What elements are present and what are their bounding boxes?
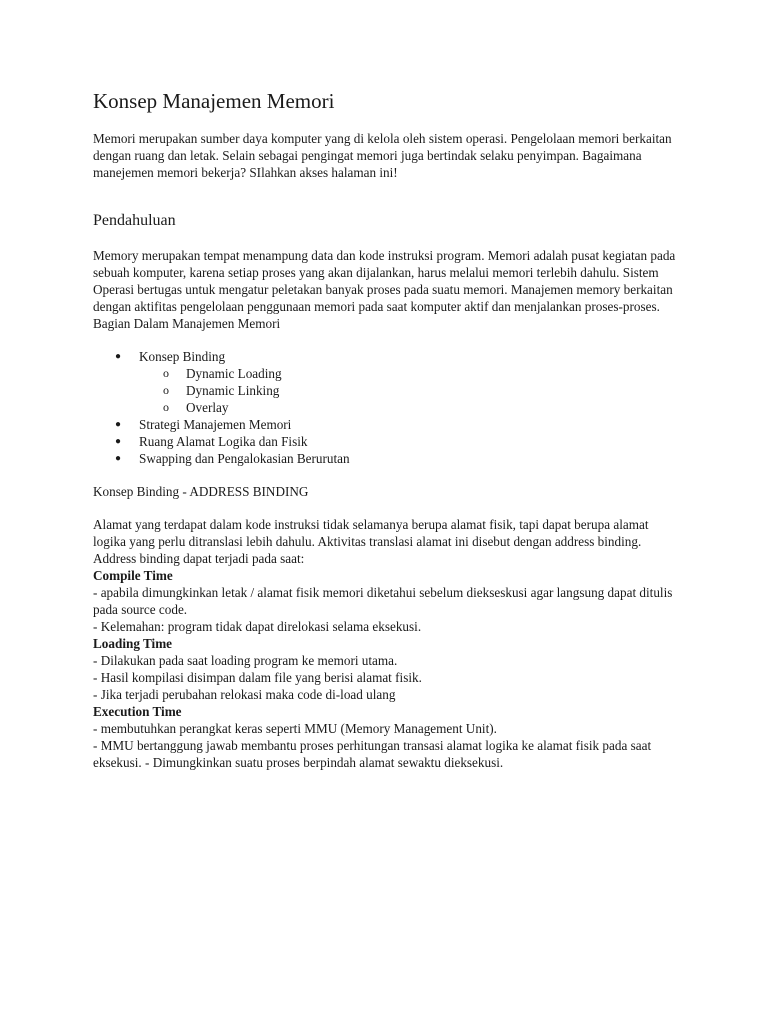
execution-line: - membutuhkan perangkat keras seperti MMU (Memory Management Unit). xyxy=(93,721,497,736)
loading-line: - Dilakukan pada saat loading program ke memori utama. xyxy=(93,653,398,668)
binding-heading: Konsep Binding - ADDRESS BINDING xyxy=(93,484,309,499)
binding-body: Alamat yang terdapat dalam kode instruksi tidak selamanya berupa alamat fisik, tapi dapat berupa alamat logika yang perlu ditranslasi lebih dahulu. Aktivitas translasi alamat ini disebut dengan address binding. Address binding dapat terjadi pada saat: xyxy=(93,517,649,566)
sub-list-item-label: Overlay xyxy=(186,400,229,415)
execution-time-label: Execution Time xyxy=(93,704,182,719)
list-item xyxy=(93,433,683,450)
sub-list-item xyxy=(139,399,683,416)
intro-paragraph: Memori merupakan sumber daya komputer yang di kelola oleh sistem operasi. Pengelolaan memori berkaitan dengan ruang dan letak. Selain sebagai pengingat memori juga bertindak selaku penyimpan. Bagaimana manejemen memori bekerja? SIlahkan akses halaman ini! xyxy=(93,131,672,180)
circle-bullet-icon: o xyxy=(163,400,169,414)
list-item-label: Strategi Manajemen Memori xyxy=(139,417,292,432)
sub-list xyxy=(139,365,683,416)
sub-list-item xyxy=(139,365,683,382)
document-title: Konsep Manajemen Memori xyxy=(93,89,335,113)
compile-time-label: Compile Time xyxy=(93,568,173,583)
parts-list xyxy=(93,348,683,467)
list-item xyxy=(93,348,683,416)
list-item xyxy=(93,416,683,433)
list-item-label: Konsep Binding xyxy=(139,349,226,364)
section-heading: Pendahuluan xyxy=(93,212,176,229)
execution-line: - MMU bertanggung jawab membantu proses perhitungan transasi alamat logika ke alamat fisik pada saat eksekusi. - Dimungkinkan suatu proses berpindah alamat sewaktu dieksekusi. xyxy=(93,738,652,770)
compile-line: - apabila dimungkinkan letak / alamat fisik memori diketahui sebelum diekseskusi agar langsung dapat ditulis pada source code. xyxy=(93,585,673,617)
list-item-label: Ruang Alamat Logika dan Fisik xyxy=(139,434,308,449)
bullet-icon: ● xyxy=(115,453,122,464)
section-body: Memory merupakan tempat menampung data dan kode instruksi program. Memori adalah pusat kegiatan pada sebuah komputer, karena setiap proses yang akan dijalankan, harus melalui memori terlebih dahulu. Sistem Operasi bertugas untuk mengatur peletakan banyak proses pada suatu memori. Manajemen memory berkaitan dengan aktifitas pengelolaan penggunaan memori pada saat komputer aktif dan menjalankan proses-proses. xyxy=(93,248,676,314)
bullet-icon: ● xyxy=(115,436,122,447)
loading-time-label: Loading Time xyxy=(93,636,173,651)
loading-line: - Jika terjadi perubahan relokasi maka code di-load ulang xyxy=(93,687,396,702)
list-item-label: Swapping dan Pengalokasian Berurutan xyxy=(139,451,350,466)
list-item xyxy=(93,450,683,467)
document-page xyxy=(93,88,683,771)
sub-list-item-label: Dynamic Linking xyxy=(186,383,280,398)
bullet-icon: ● xyxy=(115,419,122,430)
circle-bullet-icon: o xyxy=(163,383,169,397)
circle-bullet-icon: o xyxy=(163,366,169,380)
compile-line: - Kelemahan: program tidak dapat direlokasi selama eksekusi. xyxy=(93,619,422,634)
bullet-icon: ● xyxy=(115,351,122,362)
parts-heading: Bagian Dalam Manajemen Memori xyxy=(93,316,281,331)
sub-list-item-label: Dynamic Loading xyxy=(186,366,282,381)
sub-list-item xyxy=(139,382,683,399)
loading-line: - Hasil kompilasi disimpan dalam file yang berisi alamat fisik. xyxy=(93,670,422,685)
